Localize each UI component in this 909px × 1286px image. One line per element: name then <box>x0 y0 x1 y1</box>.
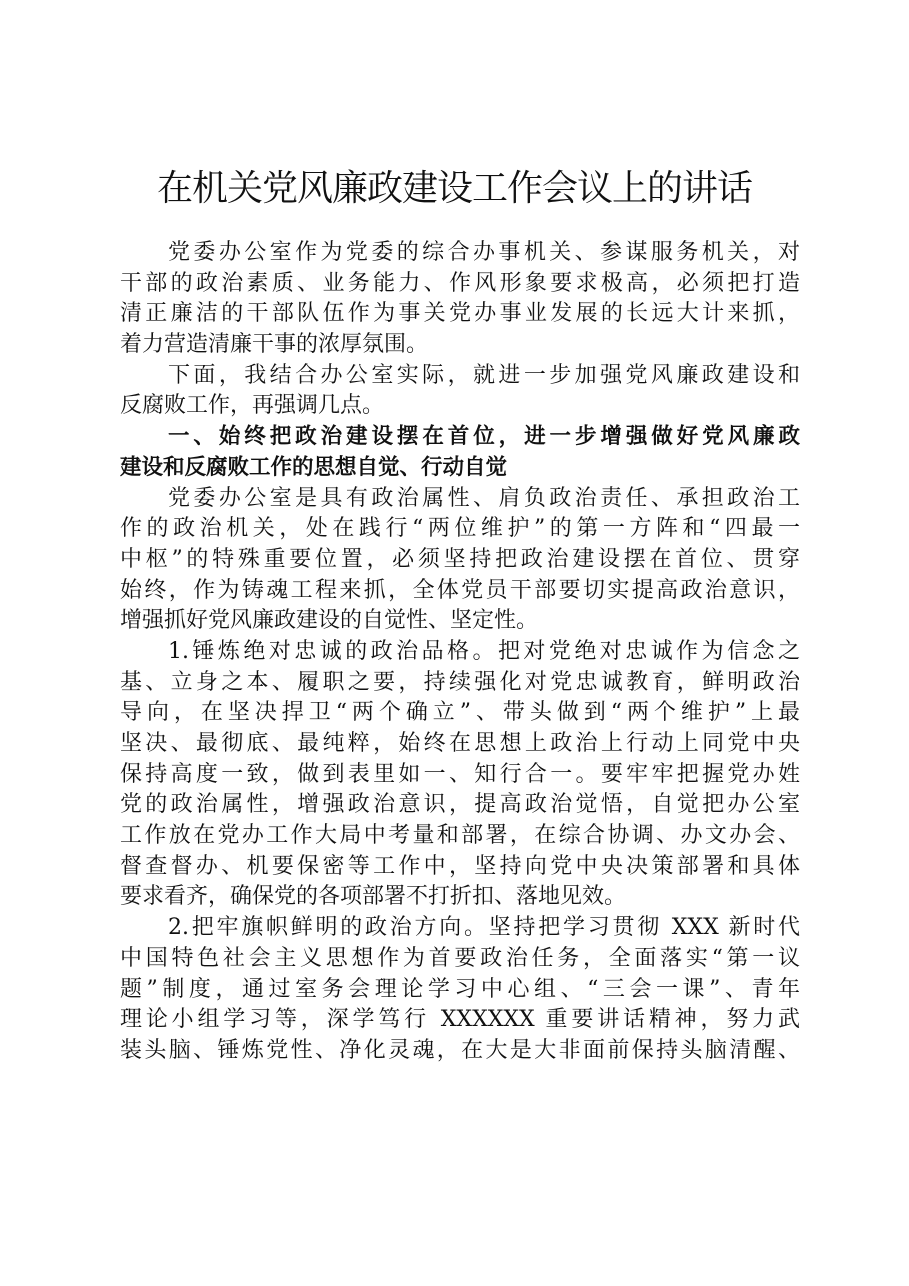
paragraph-line: 党委办公室是具有政治属性、肩负政治责任、承担政治工 <box>168 485 800 511</box>
document-title: 在机关党风廉政建设工作会议上的讲话 <box>156 168 752 209</box>
section-heading-line: 建设和反腐败工作的思想自觉、行动自觉 <box>120 454 508 480</box>
paragraph-line: 保持高度一致，做到表里如一、知行合一。要牢牢把握党办姓 <box>120 761 800 787</box>
paragraph-line: 导向，在坚决捍卫“两个确立”、带头做到“两个维护”上最 <box>120 700 800 726</box>
paragraph-line: 2.把牢旗帜鲜明的政治方向。坚持把学习贯彻 XXX 新时代 <box>168 915 800 941</box>
paragraph-line: 工作放在党办工作大局中考量和部署，在综合协调、办文办会、 <box>120 823 800 849</box>
paragraph-line: 干部的政治素质、业务能力、作风形象要求极高，必须把打造 <box>120 270 800 296</box>
paragraph-line: 党的政治属性，增强政治意识，提高政治觉悟，自觉把办公室 <box>120 792 800 818</box>
paragraph-line: 理论小组学习等，深学笃行 XXXXXX 重要讲话精神，努力武 <box>120 1007 800 1033</box>
paragraph-line: 督查督办、机要保密等工作中，坚持向党中央决策部署和具体 <box>120 853 800 879</box>
paragraph-line: 中国特色社会主义思想作为首要政治任务，全面落实“第一议 <box>120 945 800 971</box>
paragraph-line: 清正廉洁的干部队伍作为事关党办事业发展的长远大计来抓， <box>120 301 800 327</box>
paragraph-line: 坚决、最彻底、最纯粹，始终在思想上政治上行动上同党中央 <box>120 731 800 756</box>
paragraph-line: 作的政治机关，处在践行“两位维护”的第一方阵和“四最一 <box>120 516 800 542</box>
paragraph-line: 要求看齐，确保党的各项部署不打折扣、落地见效。 <box>120 884 627 910</box>
paragraph-line: 增强抓好党风廉政建设的自觉性、坚定性。 <box>120 608 539 634</box>
paragraph-line: 反腐败工作，再强调几点。 <box>120 393 385 419</box>
paragraph-line: 下面，我结合办公室实际，就进一步加强党风廉政建设和 <box>168 362 800 388</box>
paragraph-line: 党委办公室作为党委的综合办事机关、参谋服务机关，对 <box>168 240 800 265</box>
paragraph-line: 装头脑、锤炼党性、净化灵魂，在大是大非面前保持头脑清醒、 <box>120 1037 800 1063</box>
paragraph-line: 题”制度，通过室务会理论学习中心组、“三会一课”、青年 <box>120 976 800 1002</box>
paragraph-line: 1.锤炼绝对忠诚的政治品格。把对党绝对忠诚作为信念之 <box>168 638 800 664</box>
paragraph-line: 中枢”的特殊重要位置，必须坚持把政治建设摆在首位、贯穿 <box>120 546 800 572</box>
paragraph-line: 着力营造清廉干事的浓厚氛围。 <box>120 332 429 358</box>
paragraph-line: 基、立身之本、履职之要，持续强化对党忠诚教育，鲜明政治 <box>120 669 800 695</box>
paragraph-line: 始终，作为铸魂工程来抓，全体党员干部要切实提高政治意识， <box>120 577 800 603</box>
section-heading-line: 一、始终把政治建设摆在首位，进一步增强做好党风廉政 <box>168 424 800 450</box>
document-body <box>120 238 800 1067</box>
